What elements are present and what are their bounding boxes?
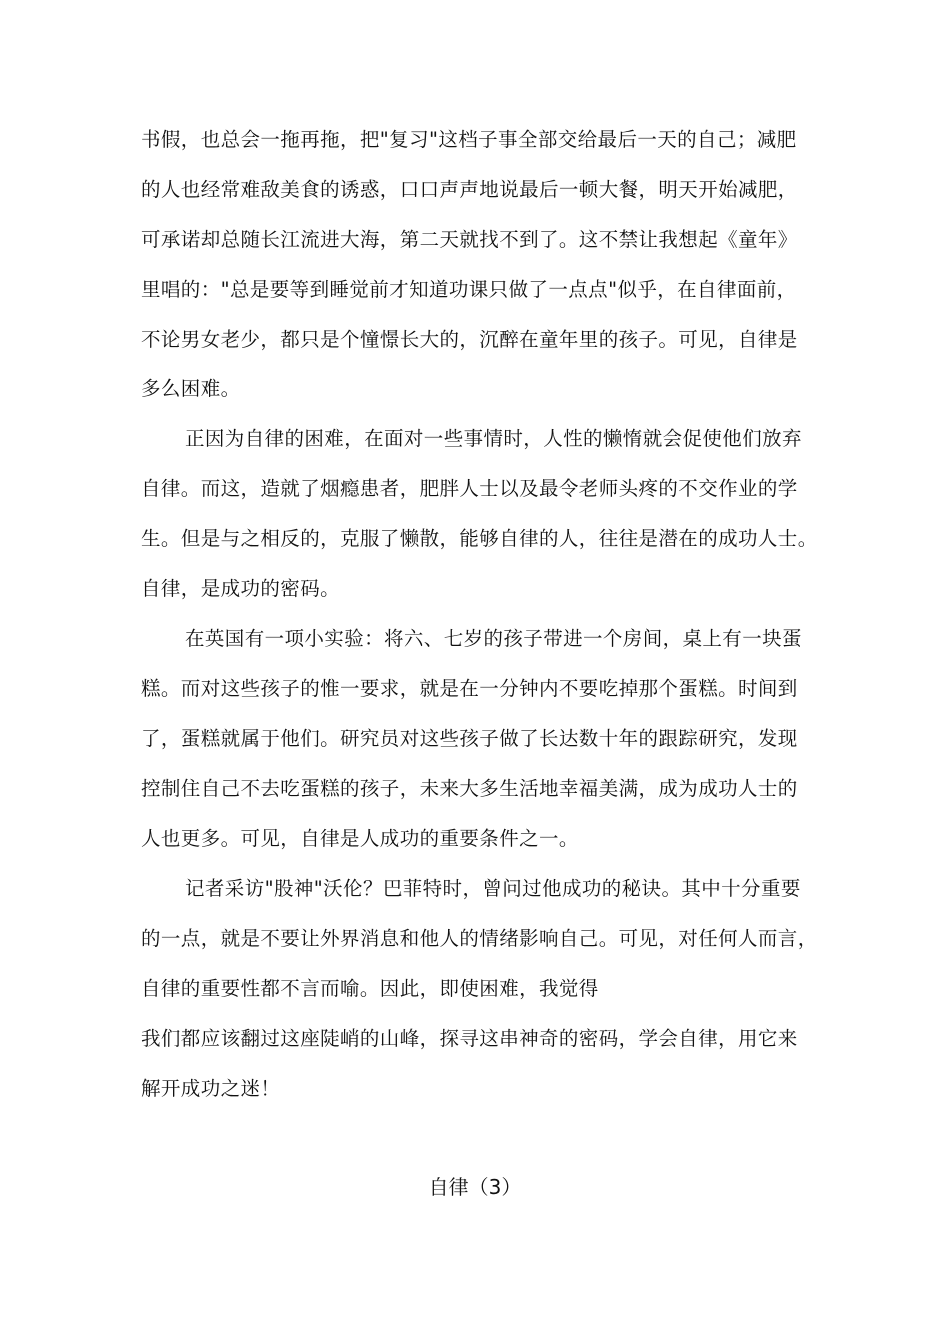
text-line: 书假，也总会一拖再拖，把"复习"这档子事全部交给最后一天的自己；减肥 (141, 128, 797, 151)
text-line: 控制住自己不去吃蛋糕的孩子，未来大多生活地幸福美满，成为成功人士的 (141, 777, 798, 800)
text-line: 自律，是成功的密码。 (141, 577, 341, 600)
paragraph-start-line: 在英国有一项小实验：将六、七岁的孩子带进一个房间，桌上有一块蛋 (185, 627, 802, 650)
text-line: 糕。而对这些孩子的惟一要求，就是在一分钟内不要吃掉那个蛋糕。时间到 (141, 677, 798, 700)
text-line: 可承诺却总随长江流进大海，第二天就找不到了。这不禁让我想起《童年》 (141, 228, 798, 251)
section-heading: 自律（3） (428, 1175, 522, 1199)
text-line: 人也更多。可见，自律是人成功的重要条件之一。 (141, 827, 579, 850)
text-line: 我们都应该翻过这座陡峭的山峰，探寻这串神奇的密码，学会自律，用它来 (141, 1027, 798, 1050)
text-line: 自律的重要性都不言而喻。因此，即使困难，我觉得 (141, 977, 599, 1000)
text-line: 不论男女老少，都只是个憧憬长大的，沉醉在童年里的孩子。可见，自律是 (141, 328, 798, 351)
text-line: 生。但是与之相反的，克服了懒散，能够自律的人，往往是潜在的成功人士。 (141, 527, 818, 550)
paragraph-start-line: 记者采访"股神"沃伦？巴菲特时，曾问过他成功的秘诀。其中十分重要 (185, 877, 801, 900)
text-line: 里唱的："总是要等到睡觉前才知道功课只做了一点点"似乎，在自律面前， (141, 278, 797, 301)
text-line: 解开成功之迷！ (141, 1077, 281, 1100)
text-line: 了，蛋糕就属于他们。研究员对这些孩子做了长达数十年的跟踪研究，发现 (141, 727, 798, 750)
paragraph-start-line: 正因为自律的困难，在面对一些事情时，人性的懒惰就会促使他们放弃 (185, 427, 802, 450)
text-line: 多么困难。 (141, 377, 241, 400)
text-line: 自律。而这，造就了烟瘾患者，肥胖人士以及最令老师头疼的不交作业的学 (141, 477, 798, 500)
text-line: 的一点，就是不要让外界消息和他人的情绪影响自己。可见，对任何人而言， (141, 927, 818, 950)
text-line: 的人也经常难敌美食的诱惑，口口声声地说最后一顿大餐，明天开始减肥， (141, 178, 798, 201)
